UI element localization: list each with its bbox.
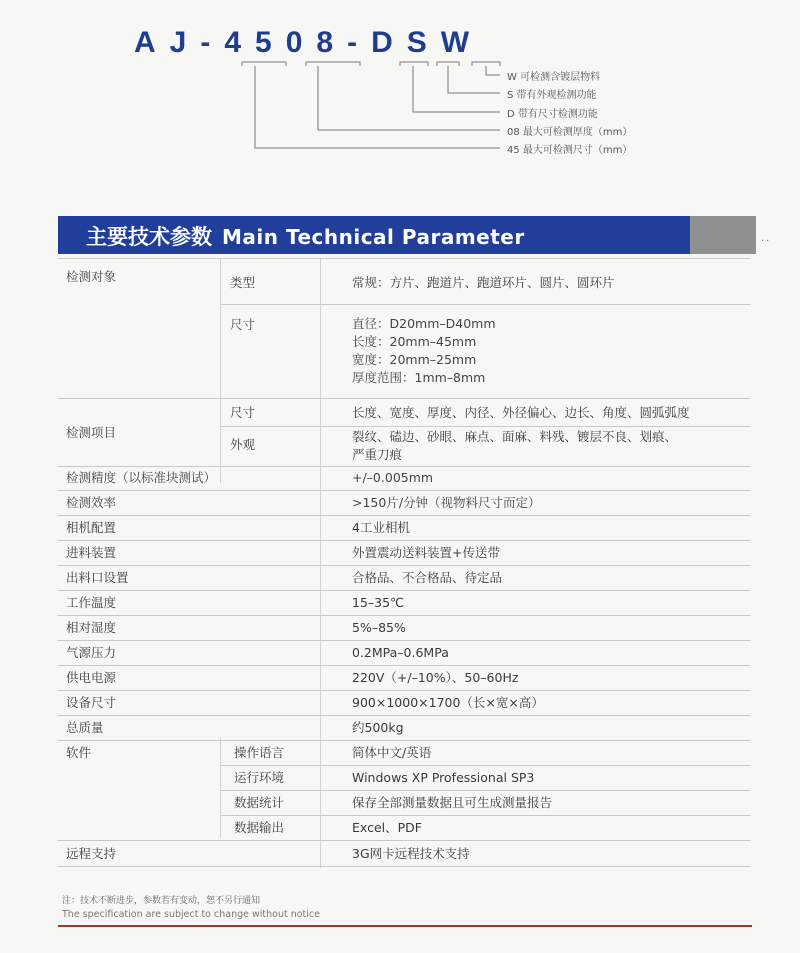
software-row-value: 保存全部测量数据且可生成测量报告	[352, 795, 553, 810]
row-value: 外置震动送料装置+传送带	[352, 545, 500, 560]
software-row-label: 操作语言	[234, 745, 285, 760]
row-label: 出料口设置	[66, 570, 129, 585]
vdivider	[220, 738, 221, 838]
section-title-cn: 主要技术参数	[86, 225, 212, 249]
row-value: 约500kg	[352, 720, 404, 735]
items-look-label: 外观	[230, 437, 256, 452]
row-divider	[58, 640, 750, 641]
row-divider	[58, 715, 750, 716]
row-divider	[58, 690, 750, 691]
section-title	[86, 221, 525, 251]
object-size-line-4: 厚度范围：1mm–8mm	[352, 370, 486, 385]
vdivider	[320, 258, 321, 868]
legend-item-d: D 带有尺寸检测功能	[507, 109, 598, 120]
row-label: 相机配置	[66, 520, 117, 535]
row-divider	[58, 590, 750, 591]
legend-item-45: 45 最大可检测尺寸（mm）	[507, 145, 633, 156]
row-label: 工作温度	[66, 595, 117, 610]
parameter-table	[58, 258, 750, 868]
footnote-en: The specification are subject to change without notice	[62, 909, 320, 920]
row-divider	[220, 765, 750, 766]
row-divider	[58, 866, 750, 867]
software-row-label: 运行环境	[234, 770, 285, 785]
object-type-label: 类型	[230, 275, 256, 290]
row-value: 0.2MPa–0.6MPa	[352, 645, 449, 660]
header-dots: ··	[761, 236, 772, 247]
row-divider	[220, 815, 750, 816]
row-divider	[220, 426, 750, 427]
row-value: >150片/分钟（视物料尺寸而定）	[352, 495, 541, 510]
object-label: 检测对象	[66, 269, 117, 284]
row-value: 5%–85%	[352, 620, 406, 635]
row-value: +/–0.005mm	[352, 470, 434, 485]
row-divider	[58, 665, 750, 666]
footnote-cn: 注：技术不断进步，参数若有变动，恕不另行通知	[62, 896, 261, 906]
section-title-en: Main Technical Parameter	[222, 225, 525, 249]
row-value: 900×1000×1700（长×宽×高）	[352, 695, 544, 710]
row-label: 检测效率	[66, 495, 117, 510]
legend-lines	[0, 0, 800, 170]
row-label: 相对湿度	[66, 620, 117, 635]
vdivider	[220, 258, 221, 483]
row-value: 15–35℃	[352, 595, 405, 610]
row-divider	[220, 790, 750, 791]
row-divider	[58, 490, 750, 491]
row-divider	[58, 615, 750, 616]
row-divider	[58, 258, 750, 259]
row-label: 进料装置	[66, 545, 117, 560]
row-label: 供电电源	[66, 670, 117, 685]
software-row-label: 数据输出	[234, 820, 285, 835]
row-divider	[58, 540, 750, 541]
footer-rule	[58, 925, 752, 927]
footnotes	[62, 893, 320, 920]
row-label: 设备尺寸	[66, 695, 117, 710]
header-grey-band	[690, 216, 756, 254]
row-value: 4工业相机	[352, 520, 410, 535]
row-divider	[58, 398, 750, 399]
row-value: 220V（+/–10%）、50–60Hz	[352, 670, 519, 685]
row-divider	[58, 565, 750, 566]
items-size-label: 尺寸	[230, 405, 256, 420]
software-label: 软件	[66, 745, 92, 760]
section-header	[58, 216, 772, 254]
software-row-value: Excel、PDF	[352, 820, 422, 835]
row-divider	[58, 840, 750, 841]
row-value: 合格品、不合格品、待定品	[352, 570, 503, 585]
software-row-label: 数据统计	[234, 795, 285, 810]
row-divider	[220, 304, 750, 305]
row-divider	[58, 515, 750, 516]
software-row-value: Windows XP Professional SP3	[352, 770, 535, 785]
items-label: 检测项目	[66, 425, 117, 440]
row-divider	[58, 466, 750, 467]
object-size-line-2: 长度：20mm–45mm	[352, 334, 477, 349]
software-row-value: 简体中文/英语	[352, 745, 432, 760]
remote-value: 3G网卡远程技术支持	[352, 846, 470, 861]
object-size-label: 尺寸	[230, 317, 256, 332]
legend-item-s: S 带有外观检测功能	[507, 90, 597, 101]
object-type-value: 常规：方片、跑道片、跑道环片、圆片、圆环片	[352, 275, 615, 290]
object-size-line-1: 直径：D20mm–D40mm	[352, 316, 496, 331]
row-label: 气源压力	[66, 645, 117, 660]
object-size-line-3: 宽度：20mm–25mm	[352, 352, 477, 367]
items-size-value: 长度、宽度、厚度、内径、外径偏心、边长、角度、圆弧弧度	[352, 405, 690, 420]
remote-label: 远程支持	[66, 846, 117, 861]
model-code: AJ-4508-DSW	[134, 26, 484, 59]
row-label: 检测精度（以标准块测试）	[66, 470, 217, 485]
items-look-line-1: 裂纹、磕边、砂眼、麻点、面麻、料残、镀层不良、划痕、	[352, 429, 678, 444]
items-look-line-2: 严重刀痕	[352, 447, 403, 462]
row-divider	[58, 740, 750, 741]
model-legend	[0, 0, 800, 170]
legend-item-w: W 可检测含镀层物料	[507, 72, 601, 83]
legend-item-08: 08 最大可检测厚度（mm）	[507, 127, 633, 138]
row-label: 总质量	[66, 720, 104, 735]
